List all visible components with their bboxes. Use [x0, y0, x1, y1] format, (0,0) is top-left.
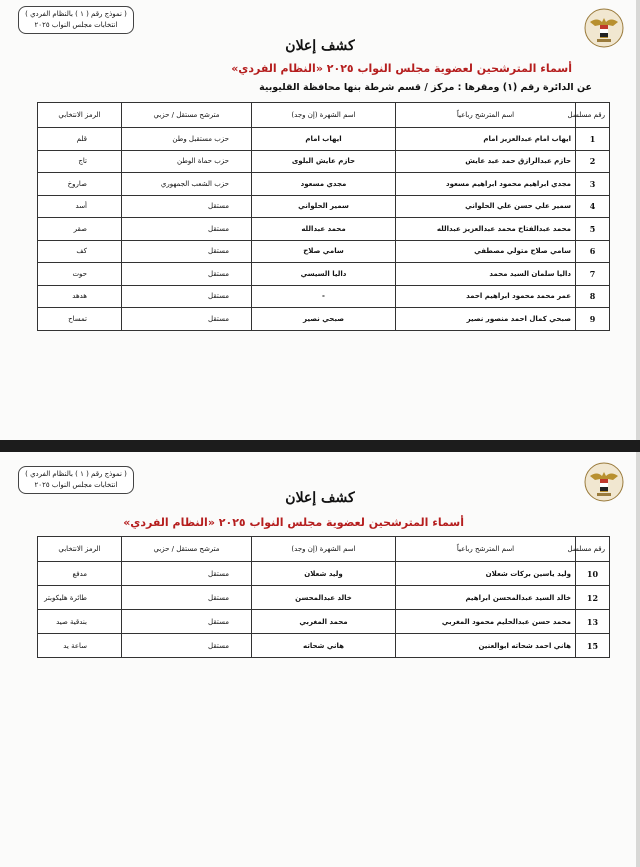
cell-serial: 5	[576, 218, 610, 241]
page-subtitle: أسماء المترشحين لعضوية مجلس النواب ٢٠٢٥ «النظام الفردي»	[231, 62, 572, 75]
header-name: اسم المترشح رباعياً	[396, 103, 576, 128]
cell-candidate-type: مستقل	[122, 263, 252, 286]
cell-fame-name: محمد عبدالله	[252, 218, 396, 241]
cell-electoral-symbol: كف	[38, 240, 122, 263]
cell-fame-name: صبحي نصير	[252, 308, 396, 331]
cell-fame-name: داليا السيسي	[252, 263, 396, 286]
cell-serial: 9	[576, 308, 610, 331]
header-symbol: الرمز الانتخابي	[38, 537, 122, 562]
page-edge	[636, 0, 640, 440]
form-label-line1: ( نموذج رقم ( ۱ ) بالنظام الفردي )	[25, 470, 127, 478]
cell-electoral-symbol: صاروخ	[38, 173, 122, 196]
cell-fame-name: سامي صلاح	[252, 240, 396, 263]
cell-candidate-type: مستقل	[122, 195, 252, 218]
cell-electoral-symbol: أسد	[38, 195, 122, 218]
table-row	[38, 586, 610, 610]
cell-electoral-symbol: طائرة هليكوبتر	[38, 586, 122, 610]
header-serial: رقم مسلسل	[576, 103, 610, 128]
table-row	[38, 263, 610, 286]
cell-candidate-name: داليا سلمان السيد محمد	[396, 263, 576, 286]
table-row	[38, 128, 610, 151]
header-name: اسم المترشح رباعياً	[396, 537, 576, 562]
cell-candidate-name: وليد ياسين بركات شعلان	[396, 562, 576, 586]
cell-candidate-type: مستقل	[122, 610, 252, 634]
header-fame: اسم الشهرة (إن وجد)	[252, 537, 396, 562]
cell-candidate-type: حزب حماة الوطن	[122, 150, 252, 173]
candidates-table	[37, 536, 610, 658]
table-row	[38, 150, 610, 173]
cell-fame-name: خالد عبدالمحسن	[252, 586, 396, 610]
cell-serial: 13	[576, 610, 610, 634]
cell-candidate-type: مستقل	[122, 308, 252, 331]
table-row	[38, 173, 610, 196]
cell-electoral-symbol: بندقية صيد	[38, 610, 122, 634]
table-row	[38, 285, 610, 308]
header-serial: رقم مسلسل	[576, 537, 610, 562]
cell-serial: 6	[576, 240, 610, 263]
table-row	[38, 634, 610, 658]
cell-candidate-type: حزب الشعب الجمهوري	[122, 173, 252, 196]
cell-fame-name: وليد شعلان	[252, 562, 396, 586]
page-subtitle: أسماء المترشحين لعضوية مجلس النواب ٢٠٢٥ «النظام الفردي»	[123, 516, 464, 529]
document-page-2	[0, 452, 640, 867]
cell-candidate-name: عمر محمد محمود ابراهيم احمد	[396, 285, 576, 308]
cell-candidate-name: هاني احمد شحاته ابوالعنين	[396, 634, 576, 658]
cell-fame-name: سمير الحلواني	[252, 195, 396, 218]
cell-candidate-name: مجدي ابراهيم محمود ابراهيم مسعود	[396, 173, 576, 196]
table-row	[38, 610, 610, 634]
candidates-table	[37, 102, 610, 331]
cell-candidate-type: مستقل	[122, 285, 252, 308]
table-row	[38, 218, 610, 241]
cell-fame-name: محمد المغربي	[252, 610, 396, 634]
form-label-line1: ( نموذج رقم ( ۱ ) بالنظام الفردي )	[25, 10, 127, 18]
cell-electoral-symbol: قلم	[38, 128, 122, 151]
header-symbol: الرمز الانتخابي	[38, 103, 122, 128]
cell-candidate-name: حازم عبدالرازق حمد عبد عايش	[396, 150, 576, 173]
cell-serial: 15	[576, 634, 610, 658]
cell-serial: 12	[576, 586, 610, 610]
cell-candidate-name: سمير علي حسن علي الحلواني	[396, 195, 576, 218]
cell-electoral-symbol: تاج	[38, 150, 122, 173]
form-label-line2: انتخابات مجلس النواب ٢٠٢٥	[34, 481, 118, 489]
cell-candidate-type: حزب مستقبل وطن	[122, 128, 252, 151]
cell-serial: 8	[576, 285, 610, 308]
cell-candidate-name: سامي صلاح متولي مصطفي	[396, 240, 576, 263]
cell-serial: 4	[576, 195, 610, 218]
header-type: مترشح مستقل / حزبي	[122, 537, 252, 562]
table-row	[38, 195, 610, 218]
cell-serial: 10	[576, 562, 610, 586]
cell-candidate-name: صبحي كمال احمد منصور نصير	[396, 308, 576, 331]
form-label-line2: انتخابات مجلس النواب ٢٠٢٥	[34, 21, 118, 29]
table-header-row	[38, 103, 610, 128]
page-title: كشف إعلان	[285, 38, 355, 54]
cell-candidate-type: مستقل	[122, 586, 252, 610]
cell-fame-name: -	[252, 285, 396, 308]
cell-electoral-symbol: صقر	[38, 218, 122, 241]
page-separator	[0, 440, 640, 452]
cell-candidate-name: خالد السيد عبدالمحسن ابراهيم	[396, 586, 576, 610]
form-label-box	[18, 6, 134, 34]
cell-electoral-symbol: ساعة يد	[38, 634, 122, 658]
cell-serial: 1	[576, 128, 610, 151]
cell-candidate-type: مستقل	[122, 240, 252, 263]
cell-candidate-name: ايهاب امام عبدالعزيز امام	[396, 128, 576, 151]
table-header-row	[38, 537, 610, 562]
table-row	[38, 562, 610, 586]
cell-electoral-symbol: هدهد	[38, 285, 122, 308]
cell-candidate-type: مستقل	[122, 562, 252, 586]
cell-serial: 7	[576, 263, 610, 286]
cell-fame-name: ايهاب امام	[252, 128, 396, 151]
cell-candidate-name: محمد حسن عبدالحليم محمود المغربي	[396, 610, 576, 634]
cell-candidate-name: محمد عبدالفتاح محمد عبدالعزيز عبدالله	[396, 218, 576, 241]
table-row	[38, 308, 610, 331]
header-fame: اسم الشهرة (إن وجد)	[252, 103, 396, 128]
header-type: مترشح مستقل / حزبي	[122, 103, 252, 128]
cell-electoral-symbol: حوت	[38, 263, 122, 286]
cell-candidate-type: مستقل	[122, 634, 252, 658]
cell-electoral-symbol: تمساح	[38, 308, 122, 331]
cell-fame-name: هاني شحاته	[252, 634, 396, 658]
cell-serial: 2	[576, 150, 610, 173]
cell-serial: 3	[576, 173, 610, 196]
page-title: كشف إعلان	[285, 490, 355, 506]
cell-candidate-type: مستقل	[122, 218, 252, 241]
cell-electoral-symbol: مدفع	[38, 562, 122, 586]
cell-fame-name: مجدي مسعود	[252, 173, 396, 196]
district-info: عن الدائرة رقم (١) ومقرها : مركز / قسم شرطة بنها محافظة القليوبية	[259, 82, 592, 93]
page-edge	[636, 452, 640, 867]
cell-fame-name: حازم عايش البلوى	[252, 150, 396, 173]
table-row	[38, 240, 610, 263]
